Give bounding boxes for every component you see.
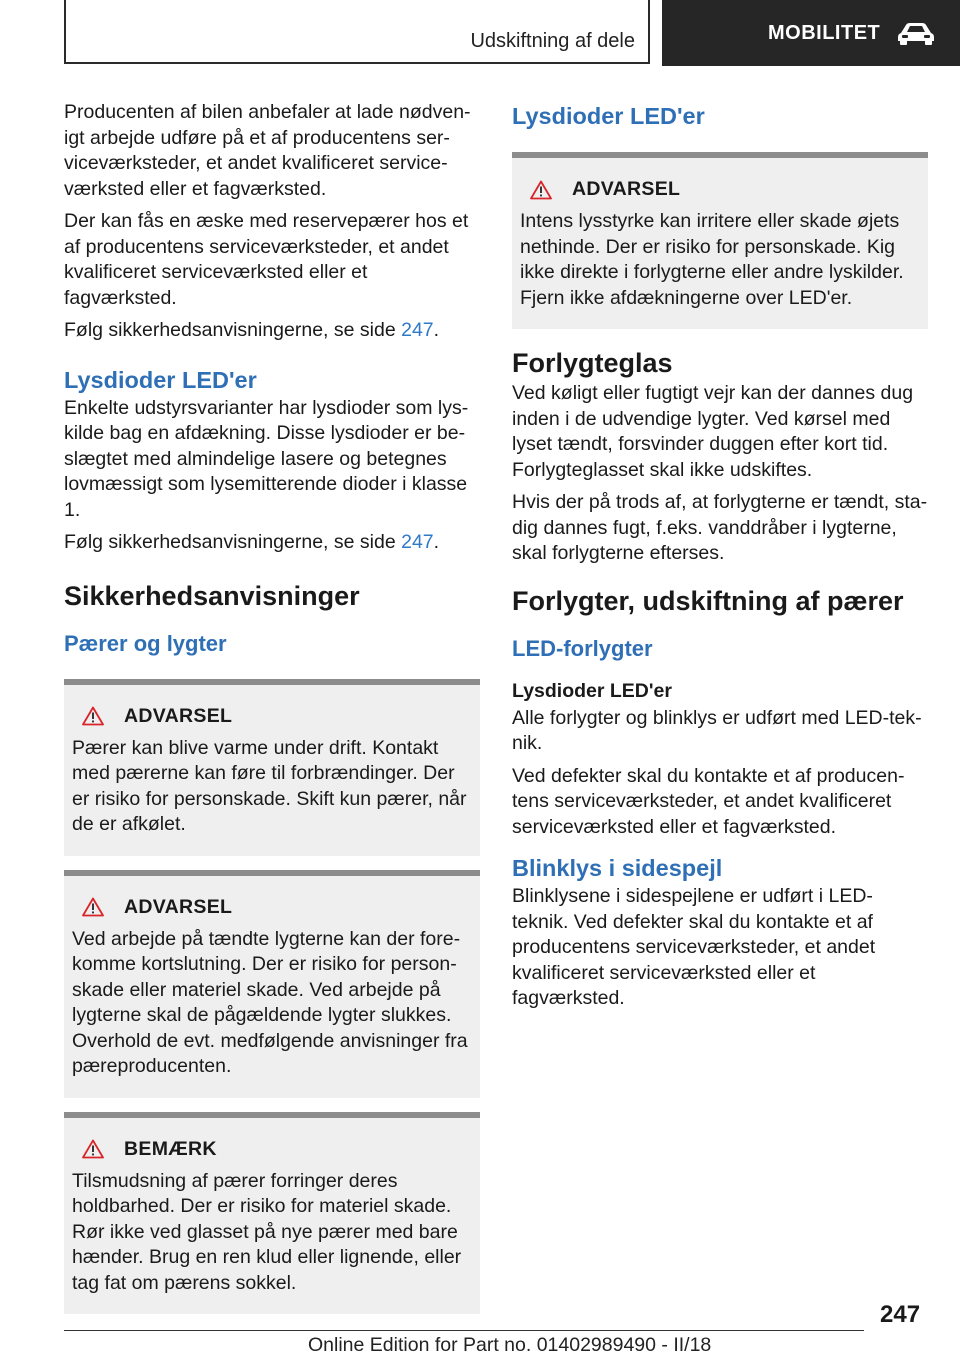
warning-label: ADVARSEL: [124, 895, 233, 918]
warning-triangle-icon: [82, 1139, 104, 1159]
page-reference-link[interactable]: 247: [401, 531, 434, 553]
footer-edition: Online Edition for Part no. 01402989490 - II/18: [308, 1334, 712, 1356]
paragraph: Enkelte udstyrsvarianter har lysdioder som lyskilde bag en afdækning. Disse lysdioder er beslægtet med almindelige lasere og betegnes lovmæssigt som lysemitterende dioder i klasse 1.: [64, 396, 469, 521]
paragraph: Ved defekter skal du kontakte et af producentens serviceværksteder, et andet kvalificeret serviceværksted eller et fagværksted.: [512, 764, 905, 838]
note-box: [64, 1112, 480, 1315]
paragraph: Følg sikkerhedsanvisningerne, se side 247.: [64, 531, 440, 553]
note-label: BEMÆRK: [124, 1137, 217, 1160]
warning-label: ADVARSEL: [572, 178, 681, 200]
heading-led: Lysdioder LED'er: [512, 103, 705, 129]
page-number: 247: [880, 1301, 921, 1328]
paragraph: Blinklysene i sidespejlene er udført i LED-teknik. Ved defekter skal du kontakte et af producentens serviceværksteder, et andet kvalificeret serviceværksted eller et fagværksted.: [512, 885, 876, 1009]
paragraph: Hvis der på trods af, at forlygterne er tændt, stadig dannes fugt, f.eks. vanddråber i lygterne, skal forlygterne efterses.: [512, 491, 928, 564]
warning-triangle-icon: [82, 706, 104, 726]
paragraph: Producenten af bilen anbefaler at lade nødvenigt arbejde udføre på et af producentens serviceværksteder, et andet kvalificeret serviceværksted eller et fagværksted.: [64, 101, 471, 200]
heading-glass: Forlygteglas: [512, 348, 673, 378]
warning-box: [64, 679, 480, 856]
page-reference-link[interactable]: 247: [401, 319, 434, 341]
subheading: Lysdioder LED'er: [512, 679, 672, 702]
header-rule-right: [648, 0, 650, 64]
header-rule-bottom: [64, 62, 650, 64]
heading-led: Lysdioder LED'er: [64, 366, 257, 393]
heading-replace: Forlygter, udskiftning af pærer: [512, 585, 904, 616]
warning-box: [512, 152, 928, 329]
warning-text: Pærer kan blive varme under drift. Kontakt med pærerne kan føre til forbrændinger. Der er risiko for personskade. Skift kun pærer, når de er afkølet.: [72, 736, 467, 835]
warning-text: Intens lysstyrke kan irritere eller skade øjets nethinde. Der er risiko for personskade. Kig ikke direkte i forlygterne eller andre lyskilder. Fjern ikke afdækningerne over LED'er.: [520, 210, 904, 309]
warning-box: [64, 870, 480, 1098]
note-text: Tilsmudsning af pærer forringer deres holdbarhed. Der er risiko for materiel skade. Rør ikke ved glasset på nye pærer med bare hænder. Brug en ren klud eller lignende, eller tag fat om pærens sokkel.: [72, 1169, 462, 1294]
chapter-label: MOBILITET: [768, 21, 881, 44]
section-title: Udskiftning af dele: [470, 30, 635, 52]
chapter-tab[interactable]: [662, 0, 960, 66]
warning-text: Ved arbejde på tændte lygterne kan der forekomme kortslutning. Der er risiko for personskade eller materiel skade. Ved arbejde på lygterne skal de pågældende lygter slukkes. Overhold de evt. medfølgende anvisninger fra pæreproducenten.: [72, 927, 468, 1077]
paragraph: Alle forlygter og blinklys er udført med LED-teknik.: [512, 706, 922, 754]
warning-label: ADVARSEL: [124, 704, 233, 727]
warning-triangle-icon: [82, 897, 104, 917]
heading-led-headlights: LED-forlygter: [512, 635, 653, 661]
heading-mirror: Blinklys i sidespejl: [512, 855, 723, 881]
heading-safety: Sikkerhedsanvisninger: [64, 580, 360, 611]
heading-bulbs: Pærer og lygter: [64, 630, 227, 656]
warning-triangle-icon: [530, 180, 552, 200]
footer-rule: [64, 1330, 864, 1331]
car-icon: [896, 21, 936, 45]
right-column: [512, 100, 928, 1019]
header-rule-left: [64, 0, 66, 64]
paragraph: Der kan fås en æske med reservepærer hos et af producentens serviceværksteder, et andet kvalificeret serviceværksted eller et fagværksted.: [64, 210, 469, 309]
left-column: [64, 100, 480, 1328]
paragraph: Ved køligt eller fugtigt vejr kan der dannes dug inden i de udvendige lygter. Ved kørsel med lyset tændt, forsvinder duggen efter kort tid. Forlygteglasset skal ikke udskiftes.: [512, 382, 914, 481]
paragraph: Følg sikkerhedsanvisningerne, se side 247.: [64, 319, 440, 341]
